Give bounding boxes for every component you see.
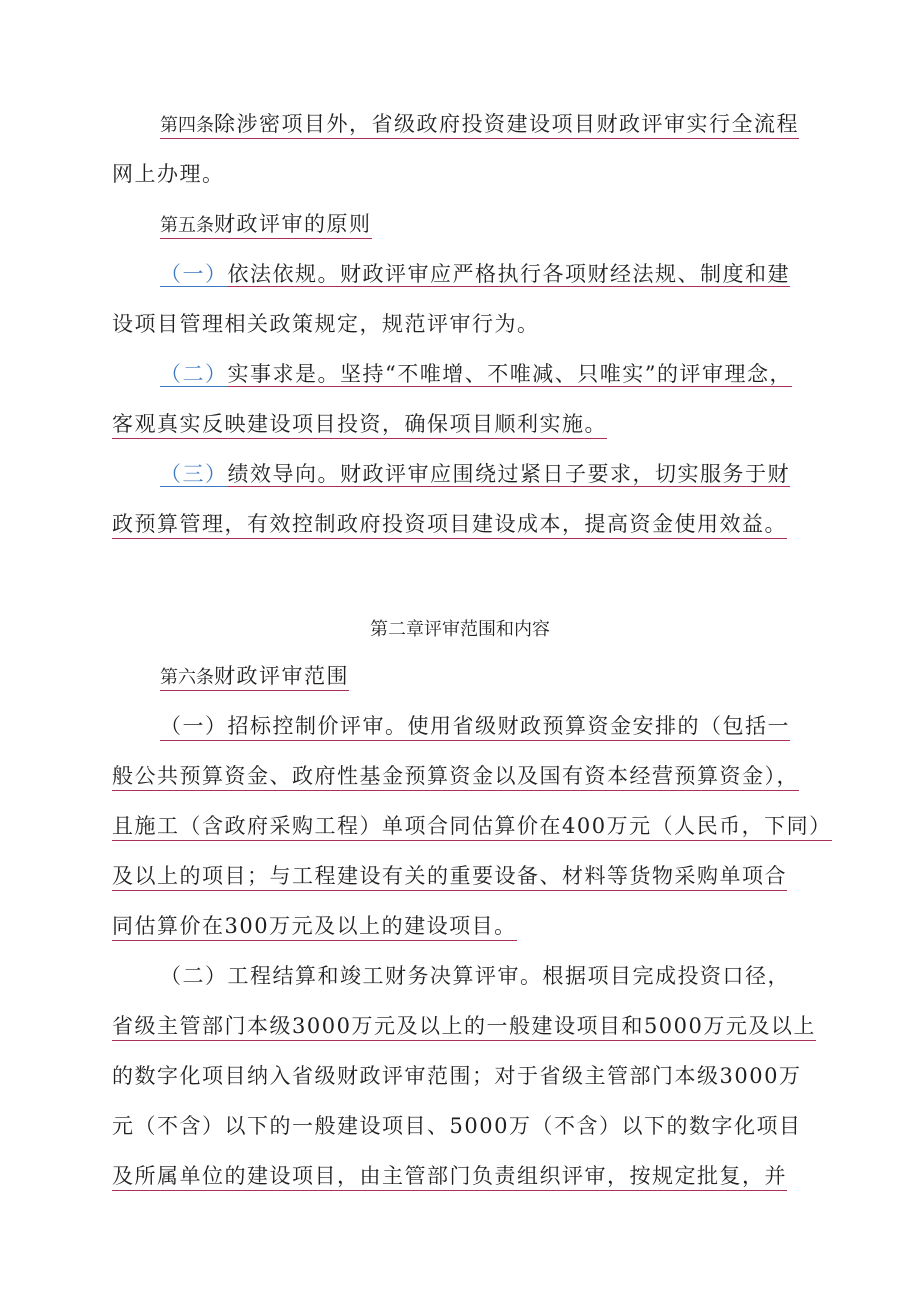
scope-2-line-2: 省级主管部门本级3000万元及以上的一般建设项目和5000万元及以上 — [112, 1012, 816, 1041]
article-4-line-1 — [160, 110, 799, 139]
scope-2-line-3: 的数字化项目纳入省级财政评审范围；对于省级主管部门本级3000万 — [112, 1064, 802, 1088]
principle-2-line-1 — [160, 360, 792, 388]
article-5-label: 第五条 — [160, 215, 214, 236]
scope-2-line-4: 元（不含）以下的一般建设项目、5000万（不含）以下的数字化项目 — [112, 1114, 802, 1138]
scope-1-line-3: 且施工（含政府采购工程）单项合同估算价在400万元（人民币，下同） — [112, 812, 832, 841]
scope-1-line-1: （一）招标控制价评审。使用省级财政预算资金安排的（包括一 — [160, 712, 790, 741]
principle-3-text: 绩效导向。财政评审应围绕过紧日子要求，切实服务于财 — [227, 462, 790, 486]
scope-2-line-5: 及所属单位的建设项目，由主管部门负责组织评审，按规定批复，并 — [112, 1162, 787, 1191]
article-4-label: 第四条 — [160, 115, 214, 136]
principle-3-number: （三） — [160, 462, 228, 486]
article-6-heading — [160, 662, 349, 691]
principle-1-line-1 — [160, 260, 790, 288]
principle-2-line-2: 客观真实反映建设项目投资，确保项目顺利实施。 — [112, 410, 607, 439]
article-6-title: 财政评审范围 — [214, 664, 349, 688]
principle-1-line-2: 设项目管理相关政策规定，规范评审行为。 — [112, 312, 540, 336]
article-4-line-2: 网上办理。 — [112, 162, 225, 186]
chapter-2-title: 第二章评审范围和内容 — [370, 619, 550, 640]
scope-1-line-5: 同估算价在300万元及以上的建设项目。 — [112, 912, 517, 941]
article-6-label: 第六条 — [160, 667, 214, 688]
principle-3-line-2: 政预算管理，有效控制政府投资项目建设成本，提高资金使用效益。 — [112, 510, 787, 539]
principle-1-text: 依法依规。财政评审应严格执行各项财经法规、制度和建 — [227, 262, 790, 286]
principle-1-number: （一） — [160, 262, 228, 286]
scope-1-line-4: 及以上的项目；与工程建设有关的重要设备、材料等货物采购单项合 — [112, 862, 787, 891]
article-4-text: 除涉密项目外，省级政府投资建设项目财政评审实行全流程 — [214, 112, 799, 136]
scope-1-line-2: 般公共预算资金、政府性基金预算资金以及国有资本经营预算资金）， — [112, 762, 799, 791]
article-5-title: 财政评审的原则 — [214, 212, 372, 236]
principle-3-line-1 — [160, 460, 790, 488]
article-5-heading — [160, 210, 372, 239]
principle-2-text: 实事求是。坚持“不唯增、不唯减、只唯实”的评审理念， — [227, 362, 792, 386]
scope-2-line-1: （二）工程结算和竣工财务决算评审。根据项目完成投资口径， — [160, 964, 790, 988]
principle-2-number: （二） — [160, 362, 228, 386]
